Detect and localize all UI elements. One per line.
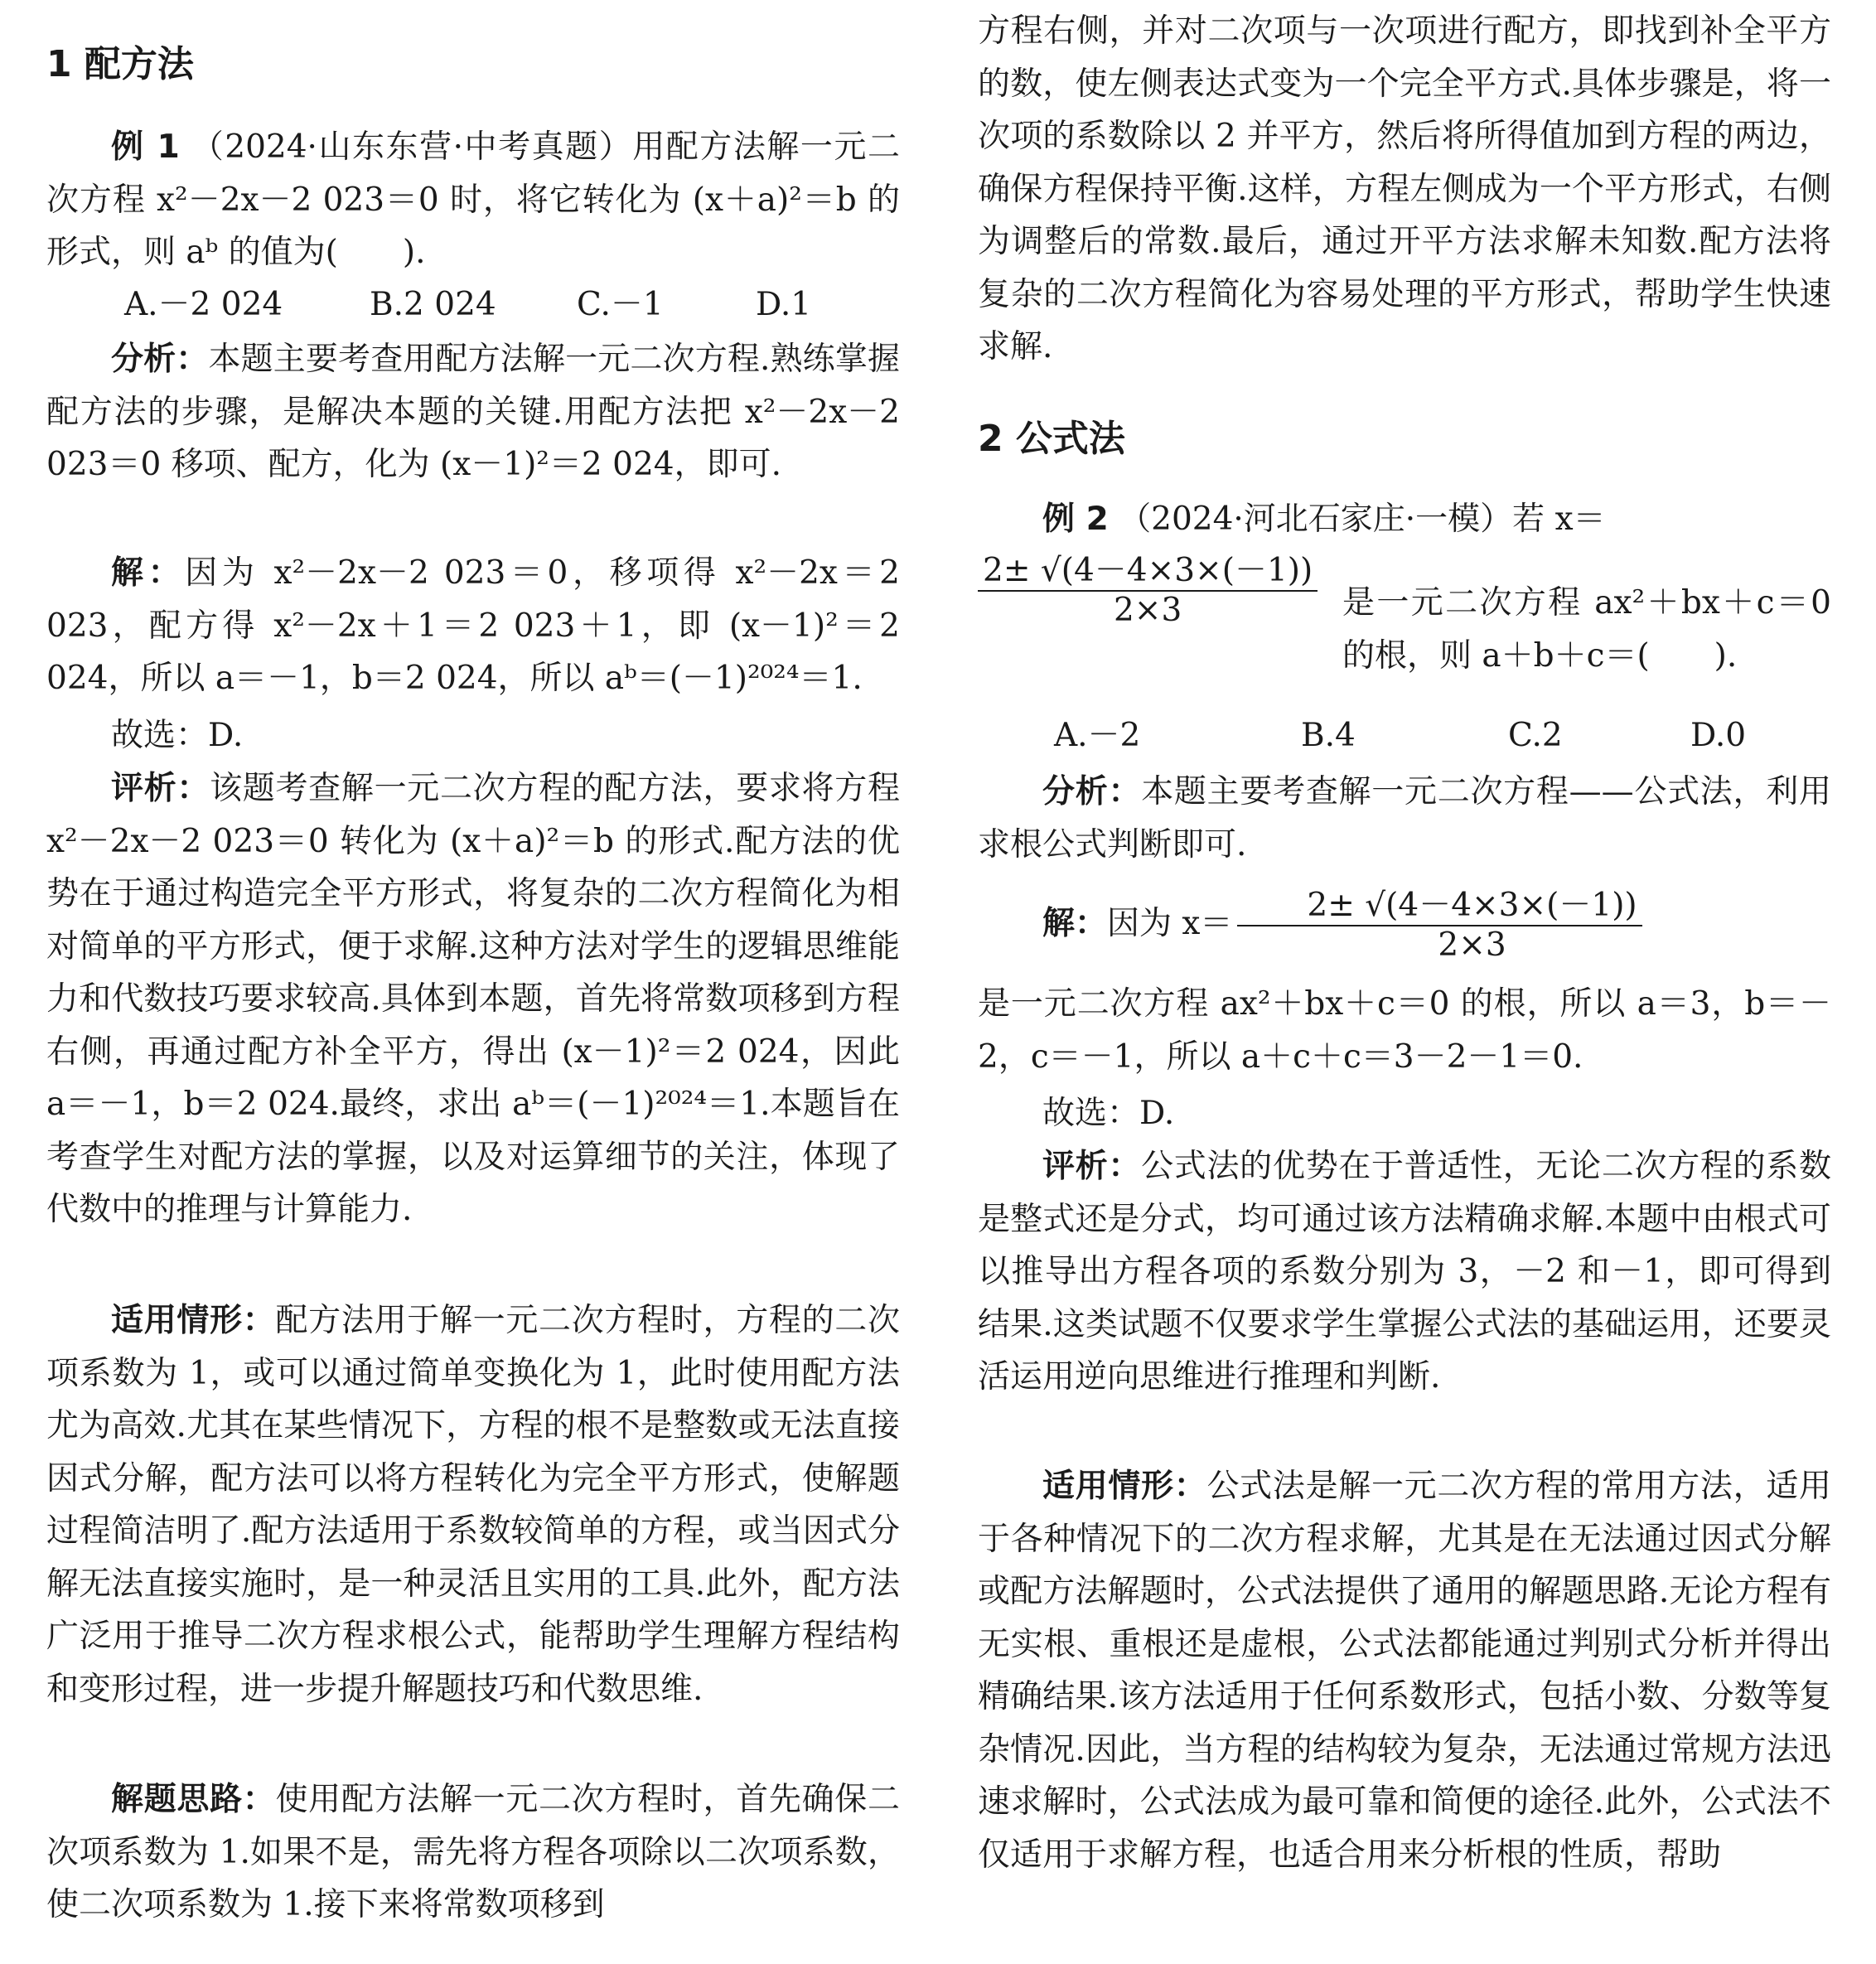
idea-1-text: 使用配方法解一元二次方程时，首先确保二次项系数为 1.如果不是，需先将方程各项除以二次项系数，使二次项系数为 1.接下来将常数项移到 <box>46 1781 900 1923</box>
solution-1-text: 因为 x²－2x－2 023＝0，移项得 x²－2x＝2 023，配方得 x²－2x＋1＝2 023＋1，即 (x－1)²＝2 024，所以 a＝－1，b＝2 024，所以 aᵇ＝(－1)²⁰²⁴＝1. <box>46 554 900 697</box>
example-2 <box>978 492 1831 547</box>
answer-1: 故选：D. <box>111 717 244 754</box>
usage-2 <box>978 1460 1831 1881</box>
example-2-intro: （2024·河北石家庄·一模）若 x＝ <box>1119 501 1606 538</box>
comment-1 <box>46 762 900 1236</box>
option-b: B.4 <box>1301 717 1356 754</box>
solution-2-label: 解： <box>1042 905 1108 942</box>
comment-1-label: 评析： <box>111 770 210 807</box>
section-heading-1: 1 配方法 <box>46 43 194 85</box>
option-c: C.2 <box>1508 717 1563 754</box>
analysis-2 <box>978 766 1831 871</box>
section-heading-2: 2 公式法 <box>978 418 1125 460</box>
analysis-1-label: 分析： <box>111 341 209 378</box>
solution-1-label: 解： <box>111 554 186 592</box>
analysis-1-text: 本题主要考查用配方法解一元二次方程.熟练掌握配方法的步骤，是解决本题的关键.用配方法把 x²－2x－2 023＝0 移项、配方，化为 (x－1)²＝2 024，即可. <box>46 341 900 483</box>
example-1-body: （2024·山东东营·中考真题）用配方法解一元二次方程 x²－2x－2 023＝0 时，将它转化为 (x＋a)²＝b 的形式，则 aᵇ 的值为( ). <box>46 128 900 271</box>
root-formula-denominator: 2×3 <box>1113 592 1182 629</box>
root-formula <box>978 552 1318 630</box>
idea-continued: 方程右侧，并对二次项与一次项进行配方，即找到补全平方的数，使左侧表达式变为一个完全平方式.具体步骤是，将一次项的系数除以 2 并平方，然后将所得值加到方程的两边，确保方程保持平衡.这样，方程左侧成为一个平方形式，右侧为调整后的常数.最后，通过开平方法求解未知数.配方法将复杂的二次方程简化为容易处理的平方形式，帮助学生快速求解. <box>978 12 1831 365</box>
option-d: D.0 <box>1690 717 1747 754</box>
comment-2 <box>978 1140 1831 1404</box>
example-1 <box>46 121 900 279</box>
usage-2-text: 公式法是解一元二次方程的常用方法，适用于各种情况下的二次方程求解，尤其是在无法通过因式分解或配方法解题时，公式法提供了通用的解题思路.无论方程有无实根、重根还是虚根，公式法都能通过判别式分析并得出精确结果.该方法适用于任何系数形式，包括小数、分数等复杂情况.因此，当方程的结构较为复杂，无法通过常规方法迅速求解时，公式法成为最可靠和简便的途径.此外，公式法不仅适用于求解方程，也适合用来分析根的性质，帮助 <box>978 1468 1831 1874</box>
solution-2-first-line <box>978 887 1831 965</box>
usage-1-text: 配方法用于解一元二次方程时，方程的二次项系数为 1，或可以通过简单变换化为 1，此时使用配方法尤为高效.尤其在某些情况下，方程的根不是整数或无法直接因式分解，配方法可以将方程转化为完全平方形式，使解题过程简洁明了.配方法适用于系数较简单的方程，或当因式分解无法直接实施时，是一种灵活且实用的工具.此外，配方法广泛用于推导二次方程求根公式，能帮助学生理解方程结构和变形过程，进一步提升解题技巧和代数思维. <box>46 1302 900 1708</box>
usage-1 <box>46 1294 900 1715</box>
usage-2-label: 适用情形： <box>1042 1468 1207 1505</box>
option-b: B.2 024 <box>370 286 496 323</box>
analysis-2-label: 分析： <box>1042 773 1142 810</box>
analysis-2-text: 本题主要考查解一元二次方程——公式法，利用求根公式判断即可. <box>978 773 1831 863</box>
option-a: A.－2 <box>1054 717 1141 754</box>
solution-2-denominator: 2×3 <box>1438 926 1506 964</box>
solution-1 <box>46 547 900 705</box>
usage-1-label: 适用情形： <box>111 1302 276 1339</box>
example-1-label: 例 1 <box>111 128 180 166</box>
solution-2-numerator: 2± √(4－4×3×(－1)) <box>1237 887 1642 926</box>
root-formula-numerator: 2± √(4－4×3×(－1)) <box>978 552 1318 592</box>
comment-1-text: 该题考查解一元二次方程的配方法，要求将方程 x²－2x－2 023＝0 转化为 (x＋a)²＝b 的形式.配方法的优势在于通过构造完全平方形式，将复杂的二次方程简化为相对简单的平方形式，便于求解.这种方法对学生的逻辑思维能力和代数技巧要求较高.具体到本题，首先将常数项移到方程右侧，再通过配方补全平方，得出 (x－1)²＝2 024，因此 a＝－1，b＝2 024.最终，求出 aᵇ＝(－1)²⁰²⁴＝1.本题旨在考查学生对配方法的掌握，以及对运算细节的关注，体现了代数中的推理与计算能力. <box>46 770 900 1228</box>
option-a: A.－2 024 <box>124 286 283 323</box>
solution-2-formula <box>1237 887 1642 965</box>
idea-1-label: 解题思路： <box>111 1781 276 1818</box>
option-d: D.1 <box>756 286 812 323</box>
comment-2-text: 公式法的优势在于普适性，无论二次方程的系数是整式还是分式，均可通过该方法精确求解.本题中由根式可以推导出方程各项的系数分别为 3，－2 和－1，即可得到结果.这类试题不仅要求学生掌握公式法的基础运用，还要灵活运用逆向思维进行推理和判断. <box>978 1148 1831 1396</box>
example-2-after: 是一元二次方程 ax²＋bx＋c＝0 的根，则 a＋b＋c＝( ). <box>1342 584 1831 675</box>
option-c: C.－1 <box>577 286 664 323</box>
solution-2-text: 是一元二次方程 ax²＋bx＋c＝0 的根，所以 a＝3，b＝－2，c＝－1，所以 a＋c＋c＝3－2－1＝0. <box>978 985 1831 1076</box>
idea-1 <box>46 1773 900 1932</box>
example-2-label: 例 2 <box>1042 501 1109 538</box>
analysis-1 <box>46 333 900 491</box>
solution-2-pre: 因为 x＝ <box>1107 905 1233 942</box>
answer-2: 故选：D. <box>1042 1095 1175 1132</box>
comment-2-label: 评析： <box>1042 1148 1142 1185</box>
